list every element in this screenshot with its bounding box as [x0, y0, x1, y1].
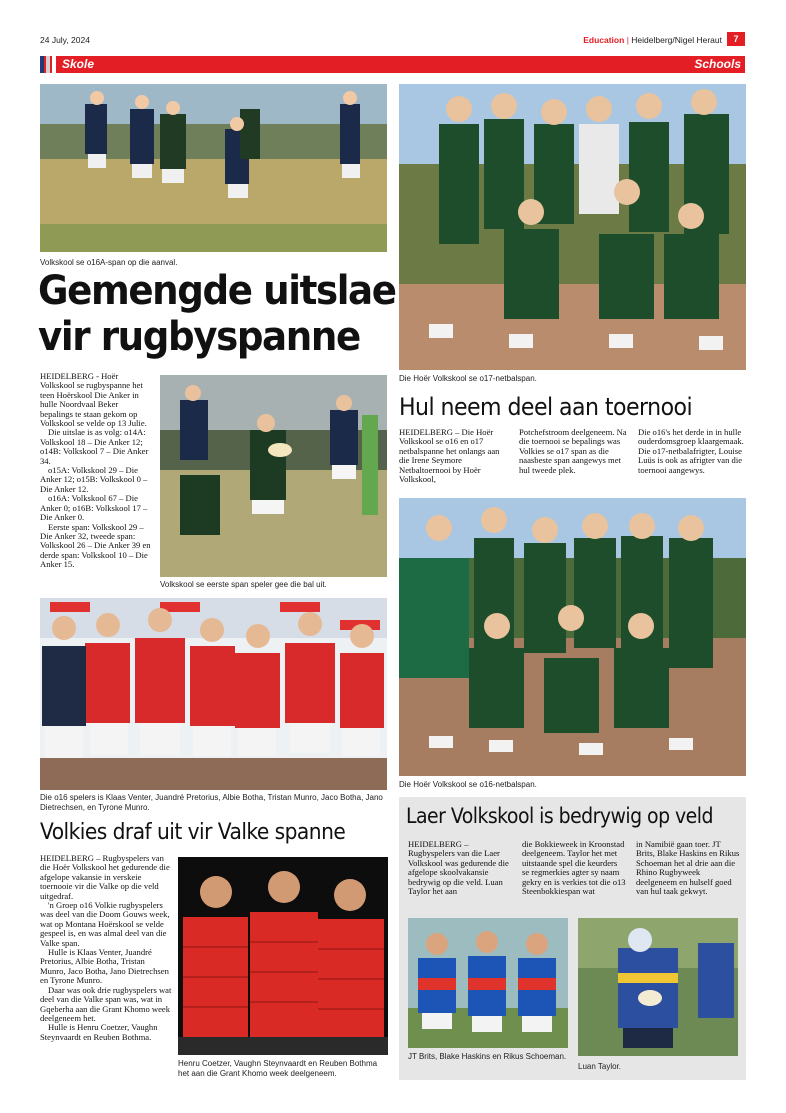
- newspaper-name: Heidelberg/Nigel Heraut: [631, 35, 722, 45]
- paragraph: HEIDELBERG – Die Hoër Volkskool se o16 en o17 netbalspanne het onlangs aan die Irene Seymore Netbaltoernooi by Hoër Volkskool,: [399, 427, 500, 485]
- paragraph: die Bokkieweek in Kroonstad deelgeneem. Taylor het met uitstaande spel die keurders se regmerkies agter sy naam gekry en is verkies tot die o13 Steenbokkiespan wat: [522, 839, 626, 897]
- paragraph: in Namibië gaan toer. JT Brits, Blake Haskins en Rikus Schoeman het al drie aan die Rhino Rugbyweek deelgeneem en hulself goed van hul taak gekwyt.: [636, 839, 740, 897]
- photo-grant-khomo-players: [178, 857, 388, 1055]
- banner-right-label: Schools: [694, 57, 741, 71]
- paragraph: HEIDELBERG - Hoër Volkskool se rugbyspanne het teen Hoërskool Die Anker in hulle Noordvaal Beker bepalings te staan gekom op Volkskool se velde op 13 Julie.: [40, 371, 147, 429]
- paragraph: HEIDELBERG – Rugbyspelers van die Hoër Volkskool het gedurende die afgelope vakansie in verskeie toernooie vir die Valke op die veld uitgedraf.: [40, 853, 170, 901]
- paragraph: o15A: Volkskool 29 – Die Anker 12; o15B: Volkskool 0 – Die Anker 12.: [40, 465, 148, 494]
- headline-hul-neem-deel: Hul neem deel aan toernooi: [399, 393, 693, 421]
- paragraph: Hulle is Klaas Venter, Juandré Pretorius, Albie Botha, Tristan Munro, Jaco Botha, Jano Dietrechsen en Tyrone Munro.: [40, 947, 169, 986]
- article-valke-rugby: [40, 854, 172, 1042]
- header-separator: |: [626, 35, 629, 45]
- paragraph: Eerste span: Volkskool 29 – Die Anker 32, tweede span: Volkskool 26 – Die Anker 39 en derde span: Volkskool 10 – Die Anker 15.: [40, 521, 151, 570]
- headline-laer-volkskool: Laer Volkskool is bedrywig op veld: [406, 804, 713, 828]
- photo-first-team-pass: [160, 375, 387, 577]
- photo-o16-players: [40, 598, 387, 790]
- banner-stripe-2: [46, 56, 50, 73]
- paragraph: Potchefstroom deelgeneem. Na die toernooi se bepalings was Volkies se o17 span as die naasbeste span aangewys met hul tweede plek.: [519, 427, 627, 475]
- paragraph: HEIDELBERG – Rugbyspelers van die Laer Volkskool was gedurende die afgelope skoolvakansie bedrywig op die veld. Luan Taylor het aan: [408, 839, 509, 897]
- paragraph: Die o16's het derde in in hulle ouderdomsgroep klaargemaak. Die o17-netbalafrigter, Louise Luüs is ook as afrigter van die toernooi aangewys.: [638, 427, 744, 475]
- photo-rhino-rugby-players: [408, 918, 568, 1048]
- article-rugby-results: [40, 372, 153, 570]
- paragraph: Daar was ook drie rugbyspelers wat deel van die Valke span was, wat in Gqeberha aan die Grant Khomo week deelgeneem het.: [40, 984, 172, 1023]
- photo-o16-netball-team: [399, 498, 746, 776]
- paragraph: o16A: Volkskool 67 – Die Anker 0; o16B: Volkskool 17 – Die Anker 0.: [40, 493, 148, 523]
- banner-stripe-3: [52, 56, 56, 73]
- banner-stripe-1: [40, 56, 44, 73]
- photo-caption-o16-netball: Die Hoër Volkskool se o16-netbalspan.: [399, 780, 537, 789]
- photo-caption-first-team: Volkskool se eerste span speler gee die bal uit.: [160, 580, 327, 589]
- issue-date: 24 July, 2024: [40, 35, 90, 45]
- photo-caption-grant-khomo: Henru Coetzer, Vaughn Steynvaardt en Reuben Bothma het aan die Grant Khomo week deelgeneem.: [178, 1059, 378, 1078]
- paragraph: Die uitslae is as volg: o14A: Volkskool 18 – Die Anker 12; o14B: Volkskool 7 – Die Anker 34.: [40, 427, 149, 466]
- headline-gemengde-uitslae: [38, 268, 396, 360]
- photo-caption-o16-players: Die o16 spelers is Klaas Venter, Juandré Pretorius, Albie Botha, Tristan Munro, Jaco Botha, Jano Dietrechsen, en Tyrone Munro.: [40, 793, 383, 812]
- photo-caption-o16a: Volkskool se o16A-span op die aanval.: [40, 258, 178, 267]
- photo-caption-luan-taylor: Luan Taylor.: [578, 1062, 621, 1071]
- paragraph: Hulle is Henru Coetzer, Vaughn Steynvaardt en Reuben Bothma.: [40, 1022, 158, 1042]
- netball-article-col-3: [638, 428, 746, 475]
- page-header-right: [583, 35, 722, 45]
- netball-article-col-1: [399, 428, 507, 484]
- headline-volkies-draf-uit: Volkies draf uit vir Valke spanne: [40, 820, 346, 845]
- photo-caption-o17-netball: Die Hoër Volkskool se o17-netbalspan.: [399, 374, 537, 383]
- laer-article-col-2: [522, 840, 626, 896]
- page-number: 7: [727, 32, 745, 46]
- photo-o17-netball-team: [399, 84, 746, 370]
- banner-left-label: Skole: [62, 57, 95, 71]
- section-banner: [40, 56, 745, 73]
- section-label: Education: [583, 35, 625, 45]
- photo-caption-rhino-players: JT Brits, Blake Haskins en Rikus Schoeman.: [408, 1052, 567, 1061]
- photo-o16a-attack: [40, 84, 387, 252]
- netball-article-col-2: [519, 428, 627, 475]
- paragraph: 'n Groep o16 Volkie rugbyspelers was deel van die Doom Gouws week, wat op Montana Hoërskool se velde gespeel is, en was almal deel van die Valke span.: [40, 900, 170, 948]
- laer-article-col-3: [636, 840, 740, 896]
- photo-luan-taylor: [578, 918, 738, 1056]
- headline-line-1: Gemengde uitslae: [38, 268, 396, 314]
- headline-line-2: vir rugbyspanne: [38, 314, 360, 360]
- laer-article-col-1: [408, 840, 512, 896]
